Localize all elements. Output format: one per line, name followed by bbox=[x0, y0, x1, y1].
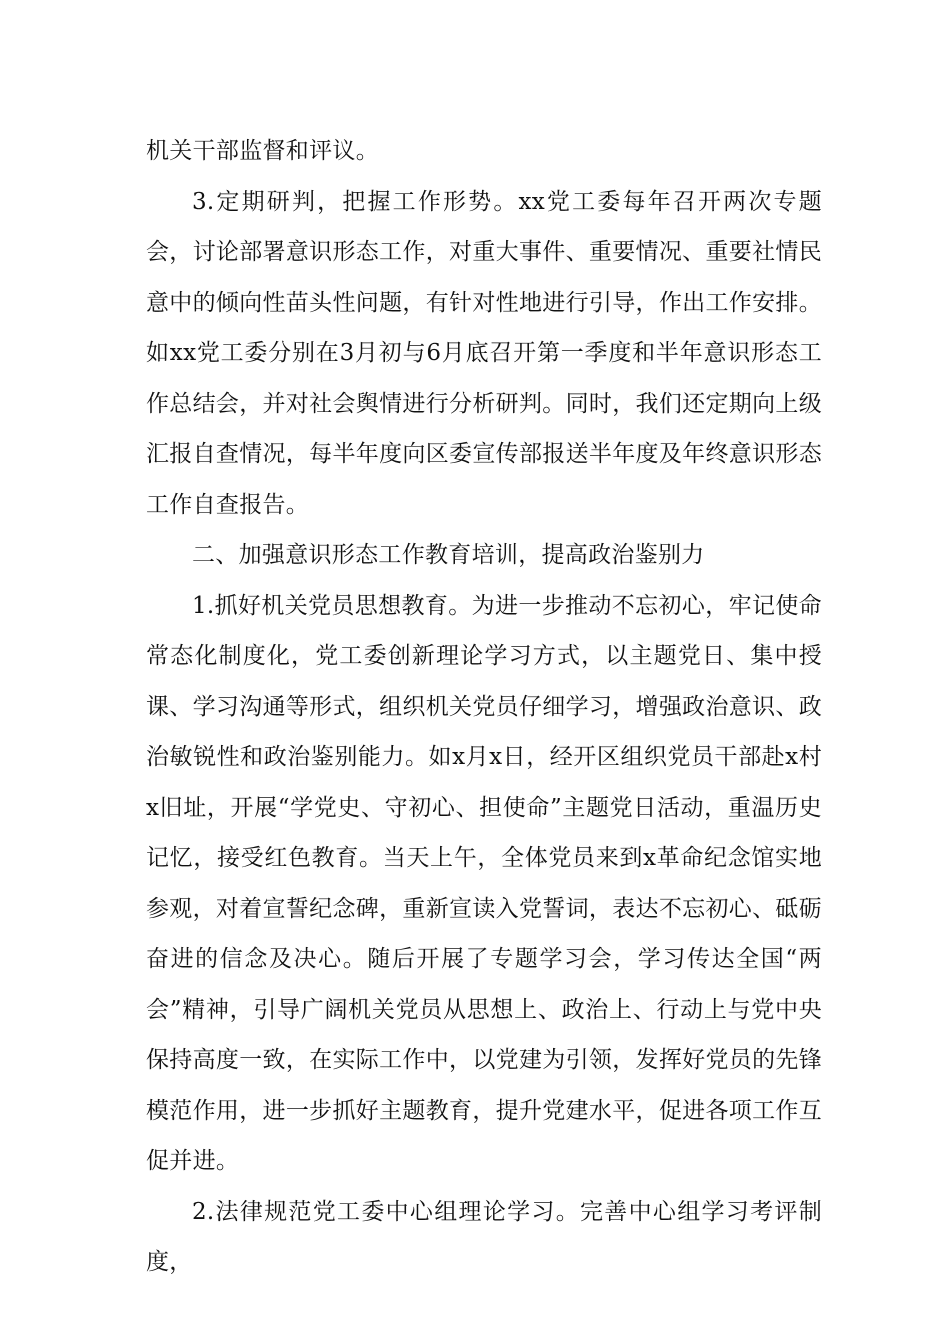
document-body bbox=[146, 126, 822, 1288]
paragraph-central-group-study: 2.法律规范党工委中心组理论学习。完善中心组学习考评制度， bbox=[146, 1198, 822, 1275]
section-heading-education-training: 二、加强意识形态工作教育培训，提高政治鉴别力 bbox=[192, 542, 705, 568]
paragraph-periodic-review: 3.定期研判，把握工作形势。xx党工委每年召开两次专题会，讨论部署意识形态工作，对重大事件、重要情况、重要社情民意中的倾向性苗头性问题，有针对性地进行引导，作出工作安排。如xx党工委分别在3月初与6月底召开第一季度和半年意识形态工作总结会，并对社会舆情进行分析研判。同时，我们还定期向上级汇报自查情况，每半年度向区委宣传部报送半年度及年终意识形态工作自查报告。 bbox=[146, 188, 822, 518]
paragraph-party-member-education: 1.抓好机关党员思想教育。为进一步推动不忘初心，牢记使命常态化制度化，党工委创新理论学习方式，以主题党日、集中授课、学习沟通等形式，组织机关党员仔细学习，增强政治意识、政治敏锐性和政治鉴别能力。如x月x日，经开区组织党员干部赴x村x旧址，开展“学党史、守初心、担使命”主题党日活动，重温历史记忆，接受红色教育。当天上午，全体党员来到x革命纪念馆实地参观，对着宣誓纪念碑，重新宣读入党誓词，表达不忘初心、砥砺奋进的信念及决心。随后开展了专题学习会，学习传达全国“两会”精神，引导广阔机关党员从思想上、政治上、行动上与党中央保持高度一致，在实际工作中，以党建为引领，发挥好党员的先锋模范作用，进一步抓好主题教育，提升党建水平，促进各项工作互促并进。 bbox=[146, 592, 822, 1174]
paragraph-continuation: 机关干部监督和评议。 bbox=[146, 138, 379, 164]
